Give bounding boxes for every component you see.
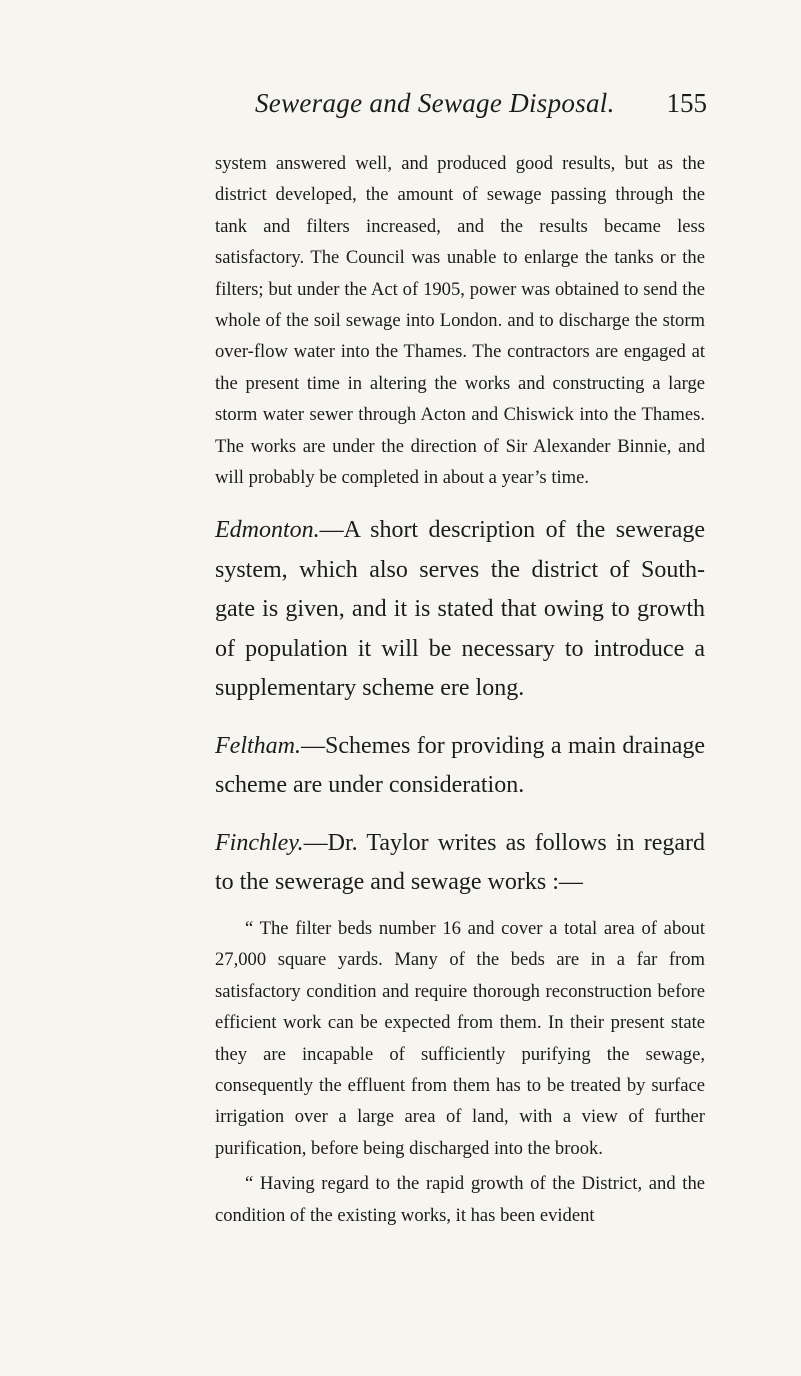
quote-paragraph-growth: “ Having regard to the rapid growth of the District, and the condition of the existing works, it has been evident xyxy=(215,1173,705,1226)
text-edmonton: —A short description of the sewerage system, which also serves the district of South-gate is given, and it is stated that owing to growth of population it will be necessary to introduce a supplementary scheme ere long. xyxy=(215,517,705,702)
heading-edmonton: Edmonton. xyxy=(215,517,320,544)
quote-paragraph-filter-beds: “ The filter beds number 16 and cover a total area of about 27,000 square yards. Many of the beds are in a far from satisfactory condition and require thorough reconstruction before efficient work can be expected from them. In their present state they are incapable of sufficiently purifying the sewage, consequently the effluent from them has to be treated by surface irrigation over a large area of land, with a view of further purification, before being discharged into the brook. xyxy=(215,917,705,1159)
paragraph-feltham xyxy=(215,727,705,806)
page-number: 155 xyxy=(666,88,707,118)
body-text xyxy=(215,148,705,1231)
heading-finchley: Finchley. xyxy=(215,829,304,856)
heading-feltham: Feltham. xyxy=(215,732,301,759)
paragraph-edmonton xyxy=(215,511,705,709)
paragraph-continuation: system answered well, and produced good results, but as the district developed, the amount of sewage passing through the tank and filters increased, and the results became less satisfactory. The Council was unable to enlarge the tanks or the filters; but under the Act of 1905, power was obtained to send the whole of the soil sewage into London. and to discharge the storm over-flow water into the Thames. The contractors are engaged at the present time in altering the works and constructing a large storm water sewer through Acton and Chiswick into the Thames. The works are under the direction of Sir Alexander Binnie, and will probably be completed in about a year’s time. xyxy=(215,153,705,489)
text-finchley: —Dr. Taylor writes as follows in regard to the sewerage and sewage works :— xyxy=(215,829,705,896)
text-feltham: —Schemes for providing a main drainage scheme are under consideration. xyxy=(215,732,705,799)
page-header xyxy=(255,88,707,128)
running-title: Sewerage and Sewage Disposal. xyxy=(255,88,615,118)
paragraph-finchley xyxy=(215,824,705,903)
